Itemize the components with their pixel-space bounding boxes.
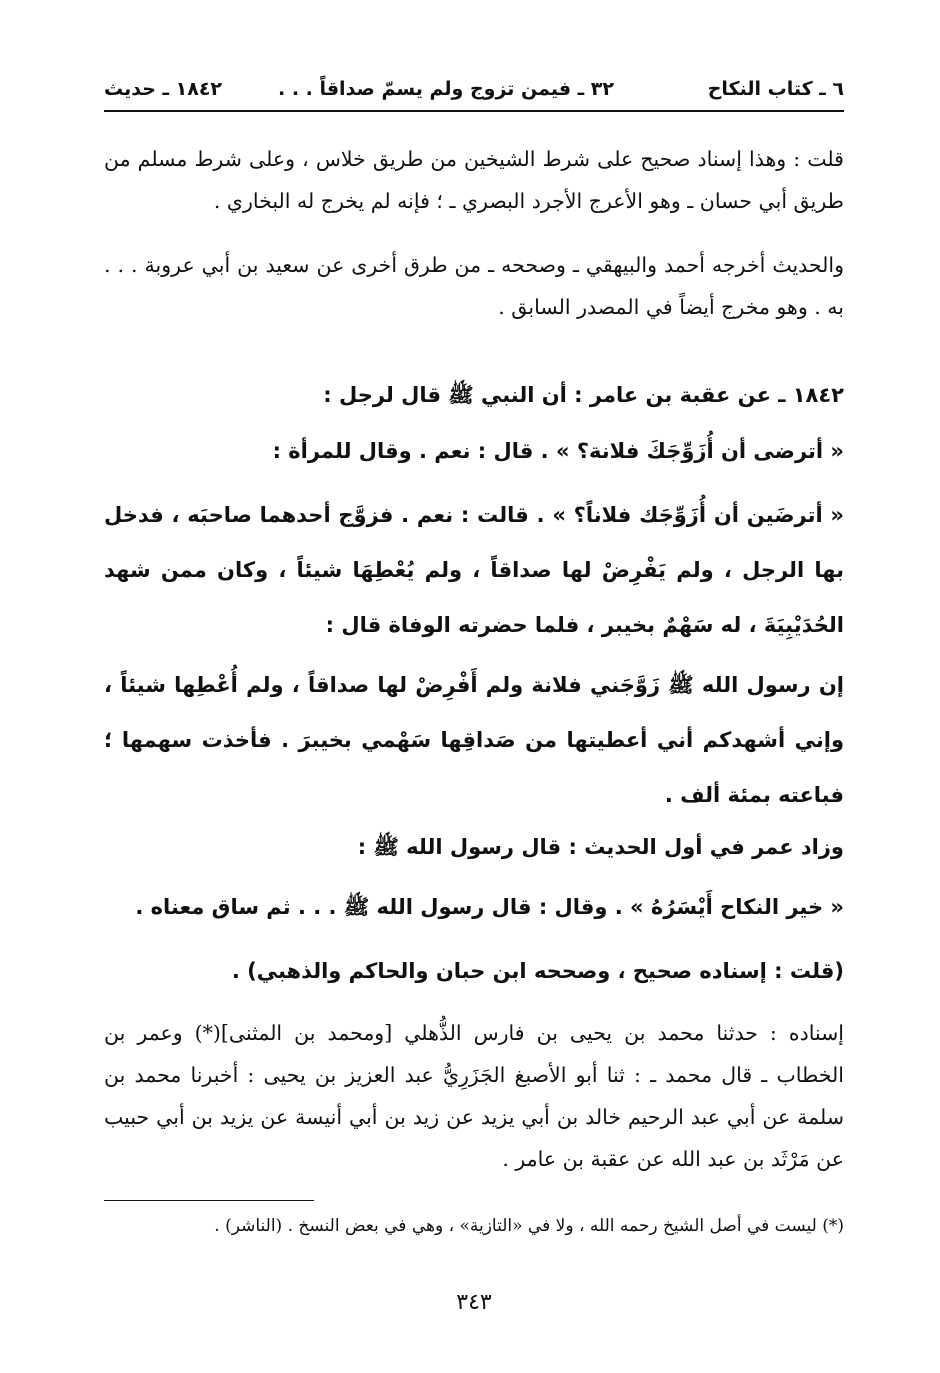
hadith-intro: ١٨٤٢ ـ عن عقبة بن عامر : أن النبي ﷺ قال لرجل : xyxy=(323,383,844,407)
commentary-paragraph: قلت : وهذا إسناد صحيح على شرط الشيخين من طريق خلاس ، وعلى شرط مسلم من طريق أبي حسان ـ وهو الأعرج الأجرد البصري ـ ؛ فإنه لم يخرج له البخاري . xyxy=(104,147,844,213)
running-header xyxy=(104,72,844,108)
footnote-rule xyxy=(104,1200,314,1201)
hadith-testimony: إن رسول الله ﷺ زَوَّجَني فلانة ولم أَفْرِضْ لها صداقاً ، ولم أُعْطِها شيئاً ، وإني أشهدكم أني أعطيتها من صَداقِها سَهْمي بخيبرَ . فأخذت سهمها ؛ فباعته بمئة ألف . xyxy=(104,673,844,807)
page-number: ٣٤٣ xyxy=(456,1290,492,1315)
hadith-reference: ١٨٤٢ ـ حديث xyxy=(104,78,223,100)
book-page xyxy=(104,58,844,1348)
chapter-title: ٦ ـ كتاب النكاح xyxy=(707,78,844,100)
isnad-paragraph: إسناده : حدثنا محمد بن يحيى بن فارس الذُّهلي [ومحمد بن المثنى](*) وعمر بن الخطاب ـ قال محمد ـ : ثنا أبو الأصبغ الجَزَرِيُّ عبد العزيز بن يحيى : أخبرنا محمد بن سلمة عن أبي عبد الرحيم خالد بن أبي يزيد عن زيد بن أبي أنيسة عن يزيد بن أبي حبيب عن مَرْثَد بن عبد الله عن عقبة بن عامر . xyxy=(104,1021,844,1171)
section-title: ٣٢ ـ فيمن تزوج ولم يسمّ صداقاً . . . xyxy=(277,78,614,100)
hadith-best-marriage: « خير النكاح أَيْسَرُهُ » . وقال : قال رسول الله ﷺ . . . ثم ساق معناه . xyxy=(135,895,844,919)
hadith-question-man: « أترضى أن أُزَوِّجَكَ فلانة؟ » . قال : نعم . وقال للمرأة : xyxy=(272,439,844,463)
grading-note: (قلت : إسناده صحيح ، وصححه ابن حبان والحاكم والذهبي) . xyxy=(231,959,844,983)
takhrij-paragraph: والحديث أخرجه أحمد والبيهقي ـ وصححه ـ من طرق أخرى عن سعيد بن أبي عروبة . . . به . وهو مخرج أيضاً في المصدر السابق . xyxy=(104,253,844,319)
hadith-question-woman: « أترضَين أن أُزَوِّجَك فلاناً؟ » . قالت : نعم . فزوَّج أحدهما صاحبَه ، فدخل بها الرجل ، ولم يَفْرِضْ لها صداقاً ، ولم يُعْطِهَا شيئاً ، وكان ممن شهد الحُدَيْبِيَةَ ، له سَهْمٌ بخيبر ، فلما حضرته الوفاة قال : xyxy=(104,503,844,637)
hadith-addition: وزاد عمر في أول الحديث : قال رسول الله ﷺ : xyxy=(357,835,844,859)
footnote: (*) ليست في أصل الشيخ رحمه الله ، ولا في «التازية» ، وهي في بعض النسخ . (الناشر) . xyxy=(214,1216,844,1236)
header-rule xyxy=(104,110,844,112)
